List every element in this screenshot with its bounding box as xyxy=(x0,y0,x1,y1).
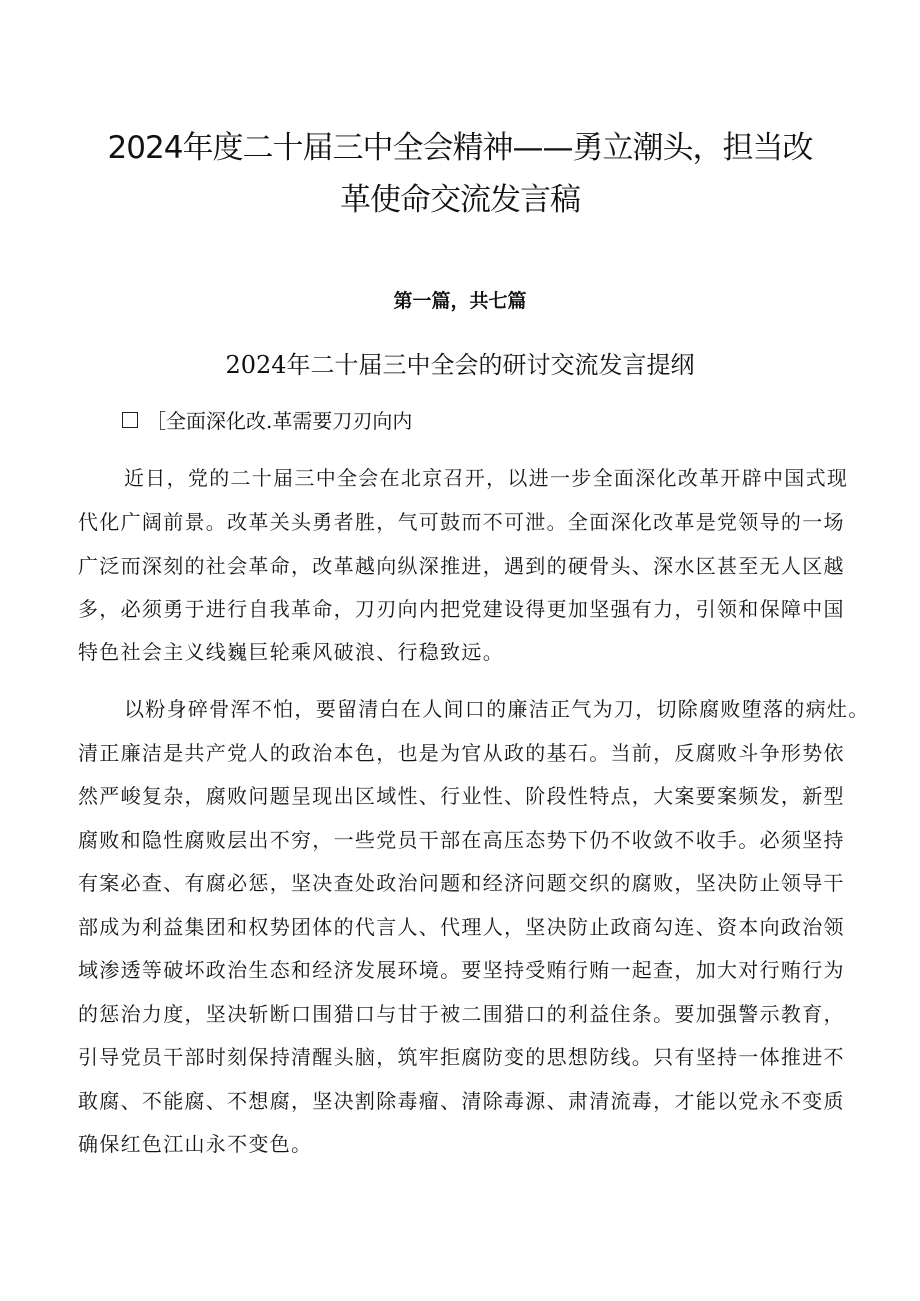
paragraph-2-line: 有案必查、有腐必惩，坚决查处政治问题和经济问题交织的腐败，坚决防止领导干 xyxy=(78,871,845,895)
paragraph-2-line: 然严峻复杂，腐败问题呈现出区域性、行业性、阶段性特点，大案要案频发，新型 xyxy=(78,784,845,808)
paragraph-2-line: 清正廉洁是共产党人的政治本色，也是为官从政的基石。当前，反腐败斗争形势依 xyxy=(78,741,845,765)
subtitle: 2024年二十届三中全会的研讨交流发言提纲 xyxy=(225,351,695,379)
paragraph-1-line: 特色社会主义线巍巨轮乘风破浪、行稳致远。 xyxy=(78,640,504,664)
paragraph-2-line: 敢腐、不能腐、不想腐，坚决割除毒瘤、清除毒源、肃清流毒，才能以党永不变质 xyxy=(78,1089,845,1113)
paragraph-1-line: 广泛而深刻的社会革命，改革越向纵深推进，遇到的硬骨头、深水区甚至无人区越 xyxy=(78,554,845,578)
paragraph-2-line: 部成为利益集团和权势团体的代言人、代理人，坚决防止政商勾连、资本向政治领 xyxy=(78,915,845,939)
paragraph-2-line: 以粉身碎骨浑不怕，要留清白在人间口的廉洁正气为刀，切除腐败堕落的病灶。 xyxy=(124,697,870,721)
paragraph-2-line: 域渗透等破坏政治生态和经济发展环境。要坚持受贿行贿一起查，加大对行贿行为 xyxy=(78,958,845,982)
paragraph-1-line: 近日，党的二十届三中全会在北京召开，以进一步全面深化改革开辟中国式现 xyxy=(124,466,849,490)
checkbox-square-icon xyxy=(122,412,138,428)
part-label: 第一篇，共七篇 xyxy=(393,290,527,312)
document-title-line-2: 革使命交流发言稿 xyxy=(340,182,580,218)
section-heading xyxy=(122,405,412,434)
paragraph-2-line: 确保红色江山永不变色。 xyxy=(78,1132,313,1156)
document-title-line-1: 2024年度二十届三中全会精神——勇立潮头，担当改 xyxy=(107,130,813,166)
paragraph-2-line: 的惩治力度，坚决斩断口围猎口与甘于被二围猎口的利益住条。要加强警示教育， xyxy=(78,1002,845,1026)
paragraph-2-line: 引导党员干部时刻保持清醒头脑，筑牢拒腐防变的思想防线。只有坚持一体推进不 xyxy=(78,1045,845,1069)
paragraph-1-line: 多，必须勇于进行自我革命，刀刃向内把党建设得更加坚强有力，引领和保障中国 xyxy=(78,597,845,621)
section-heading-text: ［全面深化改.革需要刀刃向内 xyxy=(146,409,413,433)
paragraph-1-line: 代化广阔前景。改革关头勇者胜，气可鼓而不可泄。全面深化改革是党领导的一场 xyxy=(78,510,845,534)
paragraph-2-line: 腐败和隐性腐败层出不穷，一些党员干部在高压态势下仍不收敛不收手。必须坚持 xyxy=(78,828,845,852)
